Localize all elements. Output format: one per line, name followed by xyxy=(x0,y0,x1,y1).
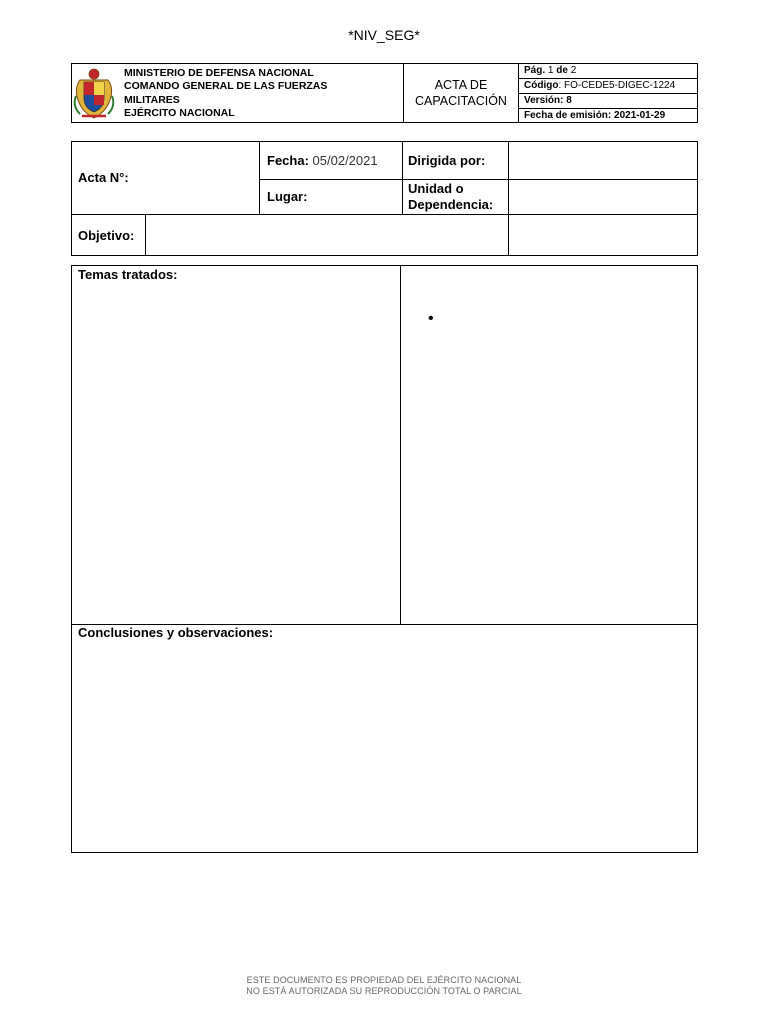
conclusiones-label: Conclusiones y observaciones: xyxy=(78,625,274,640)
classification-mark: *NIV_SEG* xyxy=(348,27,420,43)
divider xyxy=(518,108,697,109)
code-label: Código xyxy=(524,80,559,91)
bullet-point: • xyxy=(428,310,434,327)
title-line: ACTA DE xyxy=(434,78,488,92)
document-title xyxy=(404,77,518,109)
lugar-label: Lugar: xyxy=(267,189,308,204)
divider xyxy=(508,142,509,255)
page-of: de xyxy=(556,65,568,76)
unidad-dependencia-label xyxy=(408,181,493,213)
page-number xyxy=(524,65,576,76)
divider xyxy=(518,78,697,79)
document-header xyxy=(71,63,698,123)
org-line: EJÉRCITO NACIONAL xyxy=(124,106,235,119)
footer-line: NO ESTÁ AUTORIZADA SU REPRODUCCIÓN TOTAL O PARCIAL xyxy=(246,986,522,996)
unidad-line: Unidad o xyxy=(408,181,464,196)
fecha-value: 05/02/2021 xyxy=(312,153,378,168)
organization-name xyxy=(124,67,327,120)
divider xyxy=(145,214,146,255)
title-line: CAPACITACIÓN xyxy=(415,94,507,108)
divider xyxy=(518,93,697,94)
objetivo-label: Objetivo: xyxy=(78,228,135,243)
army-crest-logo xyxy=(72,66,116,121)
divider xyxy=(72,214,697,215)
page-current: 1 xyxy=(547,65,554,76)
page-label: Pág. xyxy=(524,65,546,76)
acta-number-label: Acta N°: xyxy=(78,170,129,185)
issue-date: Fecha de emisión: 2021-01-29 xyxy=(524,110,666,121)
footer-line: ESTE DOCUMENTO ES PROPIEDAD DEL EJÉRCITO NACIONAL xyxy=(246,975,522,985)
fecha-field xyxy=(267,153,378,168)
meeting-info-table xyxy=(71,141,698,256)
document-code xyxy=(524,80,675,91)
divider xyxy=(259,179,697,180)
page-total: 2 xyxy=(570,65,577,76)
fecha-label: Fecha: xyxy=(267,153,309,168)
dirigida-por-label: Dirigida por: xyxy=(408,153,486,168)
temas-tratados-label: Temas tratados: xyxy=(78,267,178,282)
org-line: COMANDO GENERAL DE LAS FUERZAS xyxy=(124,80,328,93)
org-line: MILITARES xyxy=(124,93,180,106)
footer-notice xyxy=(0,975,768,997)
topics-and-conclusions-box xyxy=(71,265,698,853)
code-value: : FO-CEDE5-DIGEC-1224 xyxy=(558,80,676,91)
divider xyxy=(400,266,401,625)
document-version: Versión: 8 xyxy=(524,95,572,106)
org-line: MINISTERIO DE DEFENSA NACIONAL xyxy=(124,67,314,79)
unidad-line: Dependencia: xyxy=(408,197,494,212)
